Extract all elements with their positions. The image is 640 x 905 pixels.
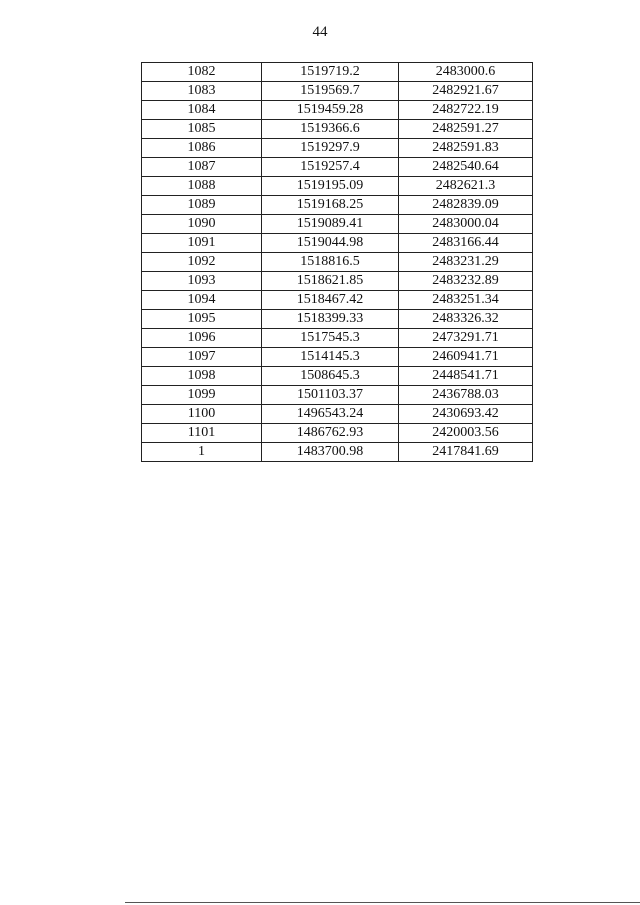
x-coordinate-cell: 1496543.24 — [262, 405, 399, 424]
point-number-cell: 1100 — [142, 405, 262, 424]
y-coordinate-cell: 2483166.44 — [399, 234, 533, 253]
table-row — [142, 386, 533, 405]
y-coordinate-cell: 2482839.09 — [399, 196, 533, 215]
x-coordinate-cell: 1519459.28 — [262, 101, 399, 120]
point-number-cell: 1090 — [142, 215, 262, 234]
point-number-cell: 1089 — [142, 196, 262, 215]
x-coordinate-cell: 1514145.3 — [262, 348, 399, 367]
x-coordinate-cell: 1517545.3 — [262, 329, 399, 348]
page-bottom-rule — [125, 902, 640, 903]
y-coordinate-cell: 2483232.89 — [399, 272, 533, 291]
y-coordinate-cell: 2483251.34 — [399, 291, 533, 310]
point-number-cell: 1091 — [142, 234, 262, 253]
y-coordinate-cell: 2483326.32 — [399, 310, 533, 329]
x-coordinate-cell: 1518621.85 — [262, 272, 399, 291]
coordinates-table — [141, 62, 533, 462]
point-number-cell: 1092 — [142, 253, 262, 272]
y-coordinate-cell: 2417841.69 — [399, 443, 533, 462]
x-coordinate-cell: 1518816.5 — [262, 253, 399, 272]
y-coordinate-cell: 2482591.83 — [399, 139, 533, 158]
point-number-cell: 1087 — [142, 158, 262, 177]
point-number-cell: 1095 — [142, 310, 262, 329]
x-coordinate-cell: 1486762.93 — [262, 424, 399, 443]
table-row — [142, 329, 533, 348]
y-coordinate-cell: 2482722.19 — [399, 101, 533, 120]
point-number-cell: 1083 — [142, 82, 262, 101]
point-number-cell: 1099 — [142, 386, 262, 405]
y-coordinate-cell: 2483231.29 — [399, 253, 533, 272]
point-number-cell: 1086 — [142, 139, 262, 158]
point-number-cell: 1094 — [142, 291, 262, 310]
x-coordinate-cell: 1518467.42 — [262, 291, 399, 310]
x-coordinate-cell: 1518399.33 — [262, 310, 399, 329]
table-row — [142, 424, 533, 443]
y-coordinate-cell: 2436788.03 — [399, 386, 533, 405]
point-number-cell: 1088 — [142, 177, 262, 196]
x-coordinate-cell: 1519366.6 — [262, 120, 399, 139]
x-coordinate-cell: 1519569.7 — [262, 82, 399, 101]
point-number-cell: 1084 — [142, 101, 262, 120]
page-number: 44 — [312, 24, 328, 40]
table-row — [142, 196, 533, 215]
y-coordinate-cell: 2448541.71 — [399, 367, 533, 386]
table-row — [142, 177, 533, 196]
x-coordinate-cell: 1501103.37 — [262, 386, 399, 405]
x-coordinate-cell: 1508645.3 — [262, 367, 399, 386]
x-coordinate-cell: 1483700.98 — [262, 443, 399, 462]
x-coordinate-cell: 1519719.2 — [262, 63, 399, 82]
y-coordinate-cell: 2482921.67 — [399, 82, 533, 101]
table-row — [142, 139, 533, 158]
y-coordinate-cell: 2482621.3 — [399, 177, 533, 196]
x-coordinate-cell: 1519089.41 — [262, 215, 399, 234]
table-row — [142, 158, 533, 177]
point-number-cell: 1098 — [142, 367, 262, 386]
y-coordinate-cell: 2483000.6 — [399, 63, 533, 82]
coordinates-table-body — [142, 63, 533, 462]
y-coordinate-cell: 2460941.71 — [399, 348, 533, 367]
point-number-cell: 1097 — [142, 348, 262, 367]
point-number-cell: 1101 — [142, 424, 262, 443]
y-coordinate-cell: 2420003.56 — [399, 424, 533, 443]
table-row — [142, 82, 533, 101]
table-row — [142, 405, 533, 424]
table-row — [142, 272, 533, 291]
table-row — [142, 120, 533, 139]
table-row — [142, 291, 533, 310]
table-row — [142, 63, 533, 82]
point-number-cell: 1 — [142, 443, 262, 462]
table-row — [142, 443, 533, 462]
table-row — [142, 348, 533, 367]
point-number-cell: 1082 — [142, 63, 262, 82]
table-row — [142, 367, 533, 386]
x-coordinate-cell: 1519297.9 — [262, 139, 399, 158]
table-row — [142, 101, 533, 120]
y-coordinate-cell: 2473291.71 — [399, 329, 533, 348]
point-number-cell: 1093 — [142, 272, 262, 291]
y-coordinate-cell: 2483000.04 — [399, 215, 533, 234]
table-row — [142, 215, 533, 234]
x-coordinate-cell: 1519168.25 — [262, 196, 399, 215]
point-number-cell: 1096 — [142, 329, 262, 348]
x-coordinate-cell: 1519257.4 — [262, 158, 399, 177]
y-coordinate-cell: 2482591.27 — [399, 120, 533, 139]
point-number-cell: 1085 — [142, 120, 262, 139]
table-row — [142, 310, 533, 329]
y-coordinate-cell: 2482540.64 — [399, 158, 533, 177]
y-coordinate-cell: 2430693.42 — [399, 405, 533, 424]
table-row — [142, 253, 533, 272]
x-coordinate-cell: 1519044.98 — [262, 234, 399, 253]
table-row — [142, 234, 533, 253]
x-coordinate-cell: 1519195.09 — [262, 177, 399, 196]
